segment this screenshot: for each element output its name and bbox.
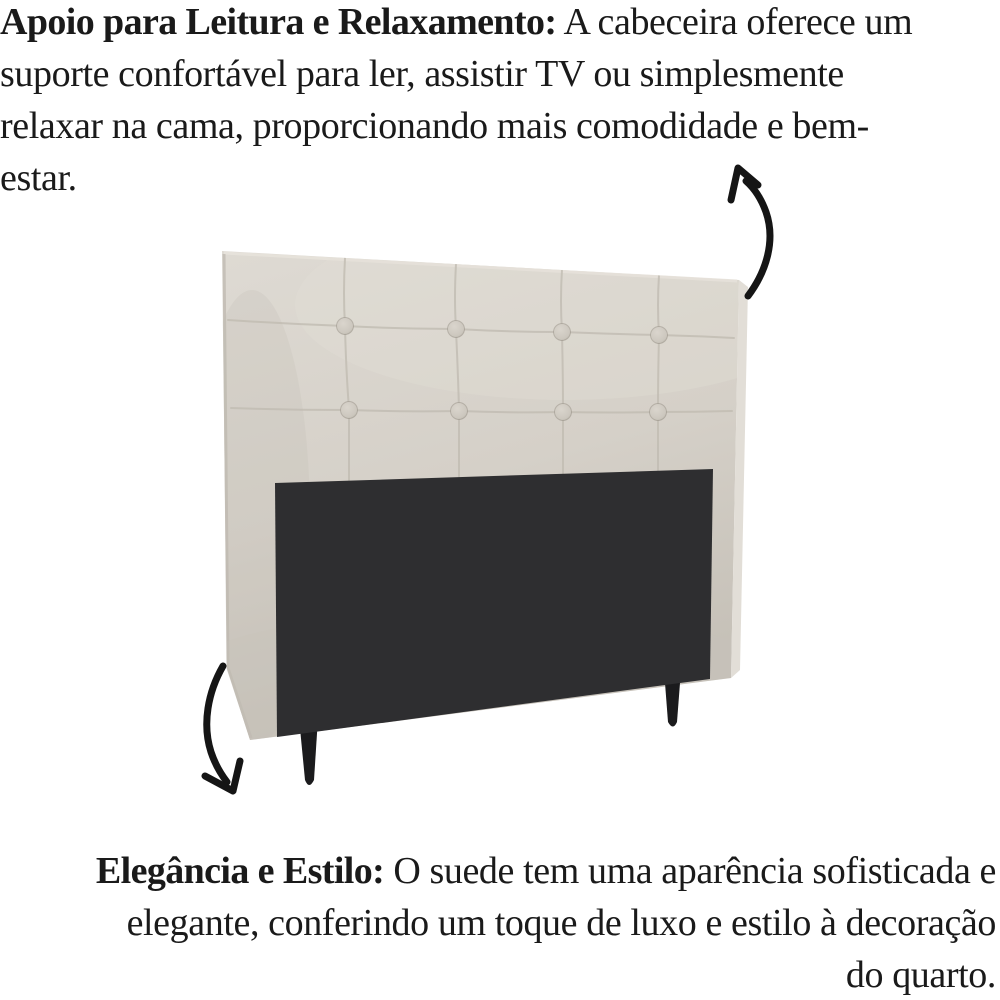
- text-line: estar.: [0, 157, 77, 199]
- text-line: do quarto.: [845, 954, 996, 996]
- text-line: elegante, conferindo um toque de luxo e estilo à decoração: [126, 902, 996, 944]
- feature-paragraph-elegancia-estilo: [4, 845, 996, 1000]
- text-segment: O suede tem uma aparência sofisticada e: [384, 850, 996, 892]
- text-segment: A cabeceira oferece um: [556, 1, 913, 43]
- headboard-back-panel: [275, 469, 713, 737]
- curved-arrow-up-icon: [731, 168, 770, 296]
- text-line: [4, 845, 996, 897]
- feature-title-elegancia: Elegância e Estilo:: [95, 850, 385, 892]
- text-line: suporte confortável para ler, assistir TV ou simplesmente: [0, 53, 844, 95]
- text-line: relaxar na cama, proporcionando mais comodidade e bem-: [0, 105, 869, 147]
- feature-title-apoio: Apoio para Leitura e Relaxamento:: [0, 1, 557, 43]
